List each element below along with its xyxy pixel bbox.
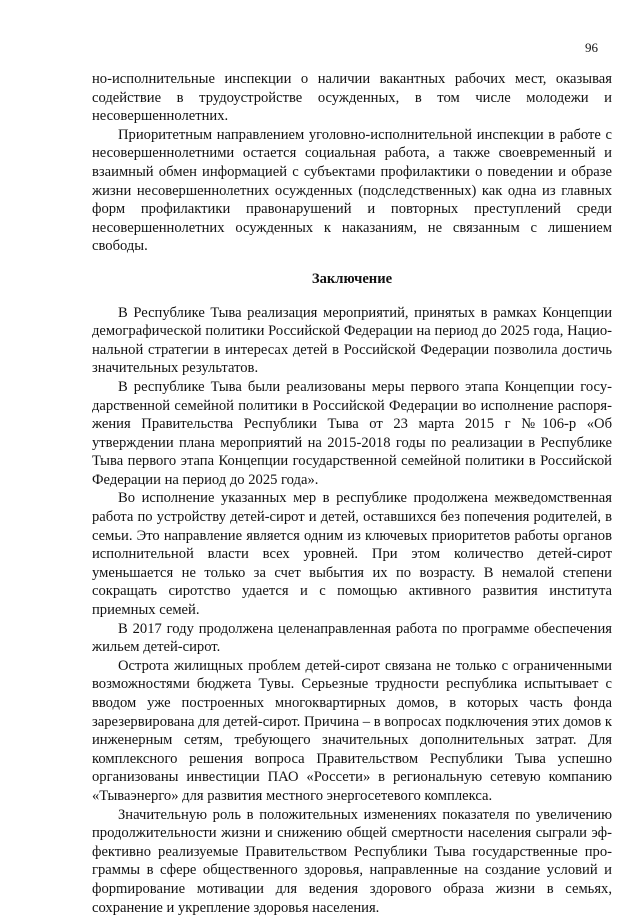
paragraph-orphans-placement: Во исполнение указанных мер в республике продолжена межведомственная работа по устройству детей-сирот и детей, оставшихся без попечения родителей, в семьи. Это направление является одним из ключевых приоритетов работы органов исполнительной власти всех уровней. При этом количество детей-сирот уменьшается не только за счет выбытия их по возрасту. В немалой степени сокращать сиротство удается и с помощью активного развития института приемных семей. [92,490,612,619]
paragraph-continuation: но-исполнительные инспекции о наличии вакантных рабочих мест, оказывая содействие в трудоустройстве осужденных, в том числе молодежи и несовершеннолетних. [92,71,612,125]
paragraph-juvenile-social-work: Приоритетным направлением уголовно-исполнительной инспекции в работе с несовершеннолетними остается социальная работа, а также своевременный и взаимный обмен информацией с субъектами профилактики о поведении и образе жизни несовершеннолетних осужденных (подследственных) как одна из главных форм профилактики правонарушений и повторных преступлений среди несовершеннолетних осужденных к наказаниям, не связанным с лишением свободы. [92,126,612,255]
paragraph-demographic-policy: В Республике Тыва реализация мероприятий, принятых в рамках Концепции демографической политики Российской Федерации на период до 2025 года, Национальной стратегии в интересах детей в Российской Федерации позволила достичь значительных результатов. [92,304,612,377]
section-heading-conclusion: Заключение [311,270,393,287]
paragraph-orphans-housing: В 2017 году продолжена целенаправленная работа по программе обеспечения жильем детей-сирот. [92,620,612,656]
paragraph-family-policy: В республике Тыва были реализованы меры первого этапа Концепции государственной семейной политики в Российской Федерации во исполнение распоряжения Правительства Республики Тыва от 23 марта 2015 г №106-р «Об утверждении плана мероприятий на 2015-2018 годы по реализации в Республике Тыва первого этапа Концепции государственной семейной политики в Российской Федерации на период до 2025 года». [92,378,612,488]
paragraph-housing-problems: Острота жилищных проблем детей-сирот связана не только с ограниченными возможностями бюджета Тувы. Серьезные трудности республика испытывает с вводом уже построенных многоквартирных домов, в которых часть фонда зарезервирована для детей-сирот. Причина – в вопросах подключения этих домов к инженерным сетям, требующего значительных дополнительных затрат. Для комплексного решения вопроса Правительством Республики Тыва успешно организованы инвестиции ПАО «Россети» в региональную сетевую компанию «Тываэнерго» для развития местного энергосетевого комплекса. [92,657,612,804]
document-body [92,70,612,917]
page-number: 96 [585,40,598,55]
paragraph-public-health: Значительную роль в положительных изменениях показателя по увеличению продолжительности жизни и снижению общей смертности населения сыграли эффективно реализуемые Правительством Республики Тыва государственные программы в сфере общественного здоровья, направленные на создание условий и форmирование мотивации для ведения здорового образа жизни в семьях, сохранение и укрепление здоровья населения. [92,806,612,916]
